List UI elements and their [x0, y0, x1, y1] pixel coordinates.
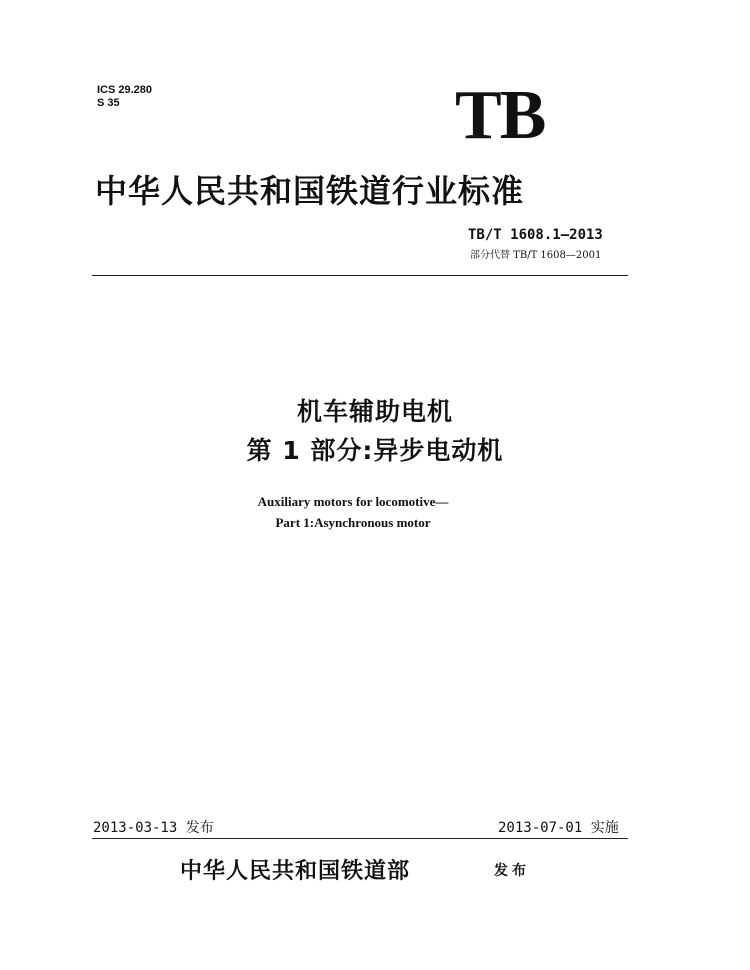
standard-type-title: 中华人民共和国铁道行业标准 [95, 172, 525, 210]
issuing-verb: 发布 [494, 863, 530, 879]
ics-code: ICS 29.280 [97, 84, 153, 96]
title-chinese-line2: 第 1 部分:异步电动机 [246, 436, 504, 465]
issuing-authority: 中华人民共和国铁道部 [180, 858, 411, 884]
standard-number: TB/T 1608.1—2013 [468, 227, 603, 243]
tb-logo: TB [455, 77, 545, 154]
implementation-date: 2013-07-01 实施 [498, 820, 619, 836]
classification-codes [97, 84, 152, 110]
issue-date: 2013-03-13 发布 [93, 820, 214, 836]
bottom-divider [92, 838, 628, 839]
ccs-code: S 35 [97, 97, 120, 109]
top-divider [92, 275, 628, 276]
title-chinese-line1: 机车辅助电机 [296, 397, 453, 426]
title-english-line2: Part 1:Asynchronous motor [275, 515, 431, 530]
title-english-line1: Auxiliary motors for locomotive— [257, 494, 449, 509]
replaces-note: 部分代替 TB/T 1608—2001 [470, 250, 602, 261]
